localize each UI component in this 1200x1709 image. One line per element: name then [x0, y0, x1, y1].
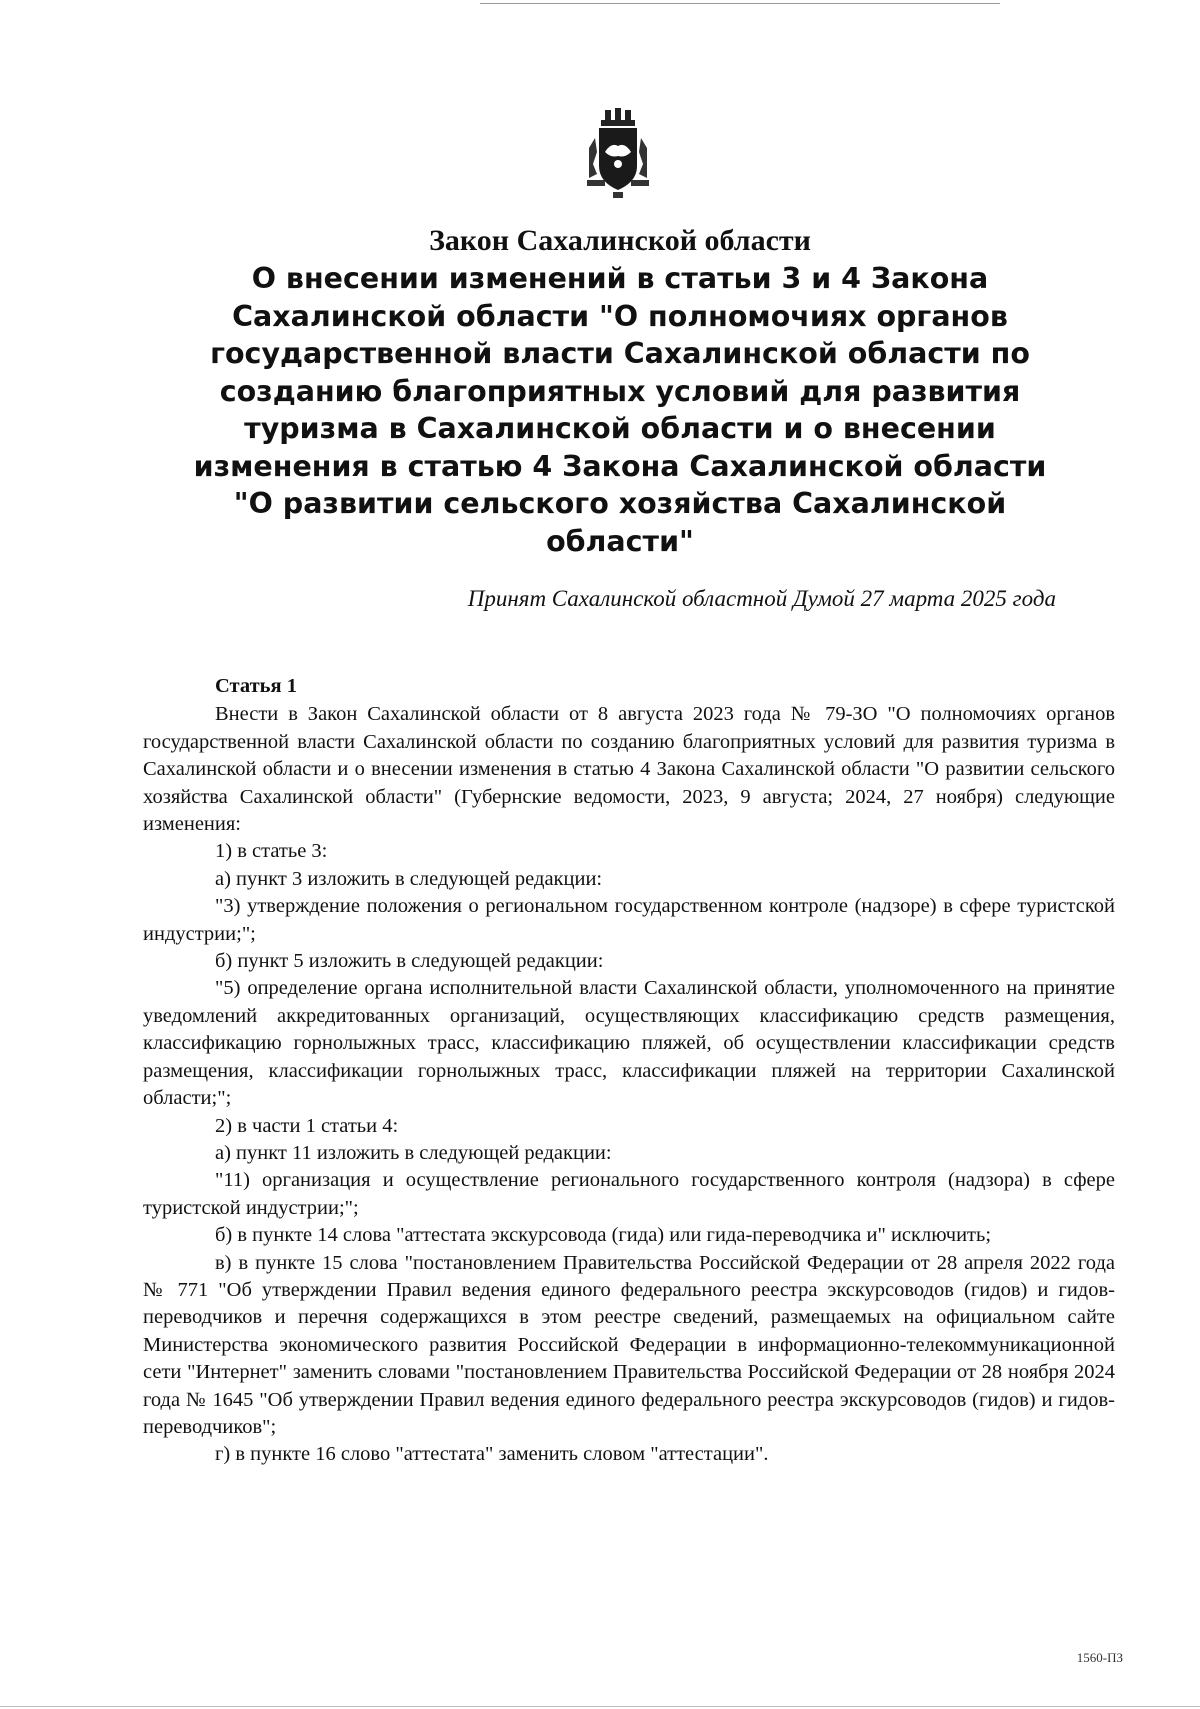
law-subject-line-5: туризма в Сахалинской области и о внесении [244, 412, 996, 445]
paragraph: 1) в статье 3: [215, 840, 328, 863]
law-title: Закон Сахалинской области [429, 224, 811, 257]
paragraph: "5) определение органа исполнительной власти Сахалинской области, уполномоченного на принятие уведомлений аккредитованных организаций, осуществляющих классификацию средств размещения, классификацию горнолыжных трасс, классификацию пляжей, об осуществлении классификации средств размещения, классификации горнолыжных трасс, классификации пляжей на территории Сахалинской области;"; [143, 977, 1115, 1110]
law-subject-line-6: изменения в статью 4 Закона Сахалинской области [193, 449, 1047, 483]
paragraph: "3) утверждение положения о региональном государственном контроле (надзоре) в сфере туристской индустрии;"; [143, 895, 1115, 945]
paragraph: б) пункт 5 изложить в следующей редакции: [215, 950, 604, 973]
article-heading: Статья 1 [215, 675, 297, 697]
adoption-note: Принят Сахалинской областной Думой 27 марта 2025 года [467, 586, 1056, 611]
law-subject-line-8: области" [546, 524, 694, 558]
paragraph: г) в пункте 16 слово "аттестата" заменить словом "аттестации". [215, 1443, 769, 1466]
scan-artifact-bottom [0, 1706, 1200, 1707]
law-subject-line-7: "О развитии сельского хозяйства Сахалинской [233, 487, 1007, 520]
title-block [190, 222, 1050, 560]
article-1 [143, 673, 1115, 1469]
law-subject-line-2: Сахалинской области "О полномочиях органов [232, 299, 1008, 333]
document-code: 1560-ПЗ [1076, 1650, 1123, 1665]
law-subject-line-1: О внесении изменений в статьи 3 и 4 Закона [251, 262, 989, 295]
paragraph: 2) в части 1 статьи 4: [215, 1114, 399, 1137]
paragraph: Внести в Закон Сахалинской области от 8 августа 2023 года № 79-ЗО "О полномочиях органов государственной власти Сахалинской области по созданию благоприятных условий для развития туризма в Сахалинской области и о внесении изменения в статью 4 Закона Сахалинской области "О развитии сельского хозяйства Сахалинской области" (Губернские ведомости, 2023, 9 августа; 2024, 27 ноября) следующие изменения: [143, 703, 1115, 836]
law-subject-line-3: государственной власти Сахалинской области по [210, 337, 1030, 370]
coat-of-arms-icon [583, 108, 653, 200]
law-subject-line-4: созданию благоприятных условий для развития [219, 374, 1021, 408]
paragraph: в) в пункте 15 слова "постановлением Правительства Российской Федерации от 28 апреля 2022 года № 771 "Об утверждении Правил ведения единого федерального реестра экскурсоводов (гидов) и гидов-переводчиков и перечня содержащихся в этом реестре сведений, размещаемых на официальном сайте Министерства экономического развития Российской Федерации в информационно-телекоммуникационной сети "Интернет" заменить словами "постановлением Правительства Российской Федерации от 28 ноября 2024 года № 1645 "Об утверждении Правил ведения единого федерального реестра экскурсоводов (гидов) и гидов-переводчиков"; [143, 1251, 1115, 1438]
paragraph: б) в пункте 14 слова "аттестата экскурсовода (гида) или гида-переводчика и" исключить; [215, 1224, 992, 1247]
paragraph: а) пункт 11 изложить в следующей редакции: [215, 1141, 612, 1164]
scan-artifact-top [480, 3, 1000, 4]
paragraph: а) пункт 3 изложить в следующей редакции: [215, 867, 603, 890]
paragraph: "11) организация и осуществление регионального государственного контроля (надзора) в сфере туристской индустрии;"; [143, 1169, 1115, 1219]
